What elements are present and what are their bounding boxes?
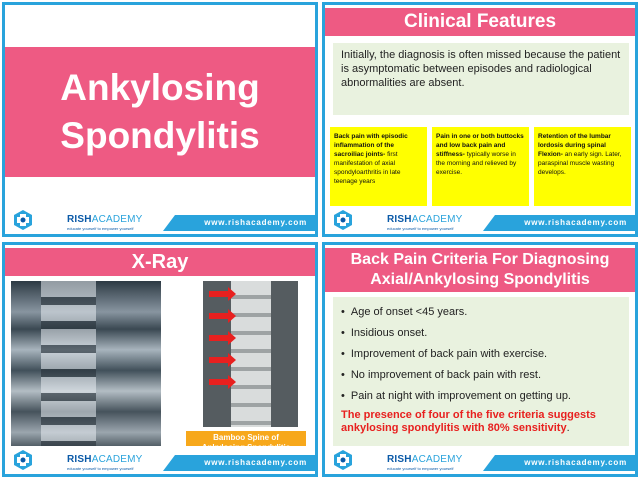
list-item: • No improvement of back pain with rest. — [341, 365, 621, 386]
brand-tagline: educate yourself to empower yourself — [67, 226, 134, 231]
slide-heading: Clinical Features — [325, 8, 635, 36]
website-url: www.rishacademy.com — [495, 215, 635, 231]
brand-name: RISHACADEMY — [387, 454, 463, 465]
slide-title — [2, 2, 318, 237]
slide-footer — [5, 206, 315, 234]
red-arrow-icon — [209, 357, 229, 363]
slide-footer — [5, 446, 315, 474]
rish-academy-logo-icon — [331, 208, 355, 232]
website-url: www.rishacademy.com — [495, 455, 635, 471]
rish-academy-logo-icon — [331, 448, 355, 472]
slide-footer — [325, 446, 635, 474]
spine-column — [231, 281, 271, 427]
title-line-1: Ankylosing — [60, 67, 260, 108]
website-url: www.rishacademy.com — [175, 455, 315, 471]
slide-xray — [2, 242, 318, 477]
brand-tagline: educate yourself to empower yourself — [387, 226, 454, 231]
feature-card: Back pain with episodic inflammation of the sacroiliac joints- first manifestation of axial spondyloarthritis in late teenage years — [330, 127, 427, 209]
red-arrow-icon — [209, 291, 229, 297]
brand-tagline: educate yourself to empower yourself — [387, 466, 454, 471]
brand-name: RISHACADEMY — [387, 214, 463, 225]
xray-image-lateral — [11, 281, 161, 453]
xray-image-bamboo-spine — [203, 281, 298, 427]
title-band — [5, 47, 315, 177]
brand-name: RISHACADEMY — [67, 454, 143, 465]
list-item: • Pain at night with improvement on getting up. — [341, 386, 621, 407]
criteria-list — [341, 302, 621, 407]
red-arrow-icon — [209, 313, 229, 319]
website-url: www.rishacademy.com — [175, 215, 315, 231]
list-item: • Insidious onset. — [341, 323, 621, 344]
intro-panel: Initially, the diagnosis is often missed because the patient is asymptomatic between episodes and radiological abnormalities are absent. — [333, 43, 629, 115]
title-line-2: Spondylitis — [60, 115, 260, 156]
brand-name: RISHACADEMY — [67, 214, 143, 225]
slide-heading: X-Ray — [5, 248, 315, 276]
sensitivity-note: The presence of four of the five criteria suggests ankylosing spondylitis with 80% sensitivity. — [341, 409, 596, 434]
feature-card: Pain in one or both buttocks and low back pain and stiffness- typically worse in the morning and relieved by exercise. — [432, 127, 529, 209]
rish-academy-logo-icon — [11, 448, 35, 472]
slide-heading: Back Pain Criteria For Diagnosing Axial/Ankylosing Spondylitis — [325, 248, 635, 292]
criteria-panel — [333, 297, 629, 452]
slide-footer — [325, 206, 635, 234]
list-item: • Improvement of back pain with exercise. — [341, 344, 621, 365]
red-arrow-icon — [209, 379, 229, 385]
rish-academy-logo-icon — [11, 208, 35, 232]
list-item: • Age of onset <45 years. — [341, 302, 621, 323]
red-arrow-icon — [209, 335, 229, 341]
brand-tagline: educate yourself to empower yourself — [67, 466, 134, 471]
slide-diagnostic-criteria — [322, 242, 638, 477]
slide-clinical-features — [322, 2, 638, 237]
feature-card: Retention of the lumbar lordosis during spinal Flexion- an early sign. Later, paraspinal muscle wasting develops. — [534, 127, 631, 209]
image-caption: Bamboo Spine of — [186, 431, 306, 455]
